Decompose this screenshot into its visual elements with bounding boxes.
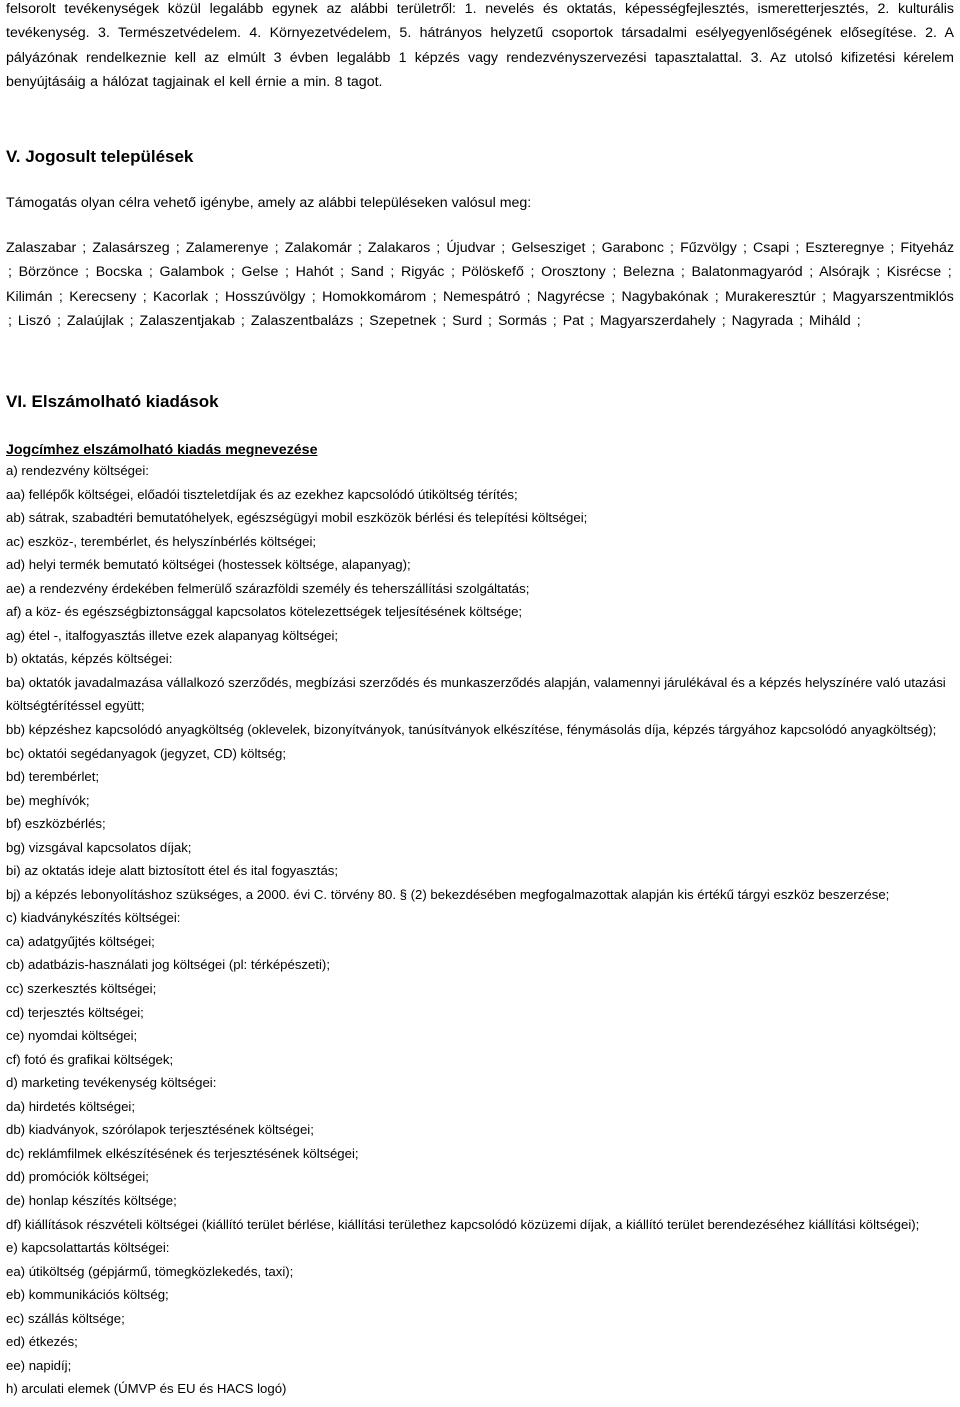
expense-item: eb) kommunikációs költség; xyxy=(6,1287,169,1303)
settlement-name: Balatonmagyaród xyxy=(691,264,803,281)
settlement-separator: ; xyxy=(714,288,719,305)
expense-item: bi) az oktatás ideje alatt biztosított étel és ital fogyasztás; xyxy=(6,863,339,879)
intro-section xyxy=(6,0,954,94)
settlement-name: Rigyác xyxy=(401,264,445,281)
settlement-separator: ; xyxy=(436,240,441,256)
settlement-name: Galambok xyxy=(159,264,225,281)
settlement-separator: ; xyxy=(311,288,316,305)
expense-item: dd) promóciók költségei; xyxy=(6,1169,149,1185)
expense-item: de) honlap készítés költsége; xyxy=(6,1192,177,1208)
expense-item-list xyxy=(6,459,954,1401)
section-6-title: VI. Elszámolható kiadások xyxy=(6,392,219,411)
settlement-name: Kacorlak xyxy=(153,288,209,305)
settlement-name: Homokkomárom xyxy=(322,288,427,305)
settlement-separator: ; xyxy=(488,313,492,330)
expense-item: ec) szállás költsége; xyxy=(6,1310,125,1326)
settlement-name: Kerecseny xyxy=(69,288,137,305)
settlement-separator: ; xyxy=(148,264,153,281)
settlement-separator: ; xyxy=(56,313,61,330)
settlement-separator: ; xyxy=(432,288,437,305)
settlement-name: Garabonc xyxy=(601,240,664,256)
expense-item: dc) reklámfilmek elkészítésének és terjesztésének költségei; xyxy=(6,1145,359,1161)
settlement-name: Újudvar xyxy=(446,240,496,256)
settlement-separator: ; xyxy=(451,264,455,281)
expense-item: cd) terjesztés költségei; xyxy=(6,1004,144,1020)
settlement-name: Kisrécse xyxy=(886,264,942,281)
expense-item: ca) adatgyűjtés költségei; xyxy=(6,933,155,949)
settlement-separator: ; xyxy=(240,313,245,330)
expense-item: a) rendezvény költségei: xyxy=(6,463,149,478)
settlement-separator: ; xyxy=(357,240,362,256)
settlement-separator: ; xyxy=(591,240,596,256)
settlement-name: Eszteregnye xyxy=(805,240,885,256)
settlement-separator: ; xyxy=(530,264,535,281)
settlement-name: Nemespátró xyxy=(442,288,521,305)
settlement-separator: ; xyxy=(799,313,804,330)
settlement-name: Fityeház xyxy=(900,240,955,256)
expense-item: bj) a képzés lebonyolításhoz szükséges, a 2000. évi C. törvény 80. § (2) bekezdésében megfogalmazottak alapján kis értékű tárgyi eszköz beszerzése; xyxy=(6,886,890,902)
settlement-separator: ; xyxy=(822,288,827,305)
expense-item: ba) oktatók javadalmazása vállalkozó szerződés, megbízási szerződés és munkaszerződés alapján, valamennyi járulékával és a képzés helyszínére való utazási költségtérítéssel együtt; xyxy=(6,674,946,714)
settlement-separator: ; xyxy=(856,313,861,330)
settlement-name: Börzönce xyxy=(18,264,79,281)
section-5-title: V. Jogosult települések xyxy=(6,147,194,166)
settlement-name: Gelsesziget xyxy=(511,240,586,256)
expense-item: ad) helyi termék bemutató költségei (hostessek költsége, alapanyag); xyxy=(6,557,411,573)
settlement-separator: ; xyxy=(285,264,289,281)
expense-item: b) oktatás, képzés költségei: xyxy=(6,651,173,667)
settlement-separator: ; xyxy=(670,240,674,256)
settlement-separator: ; xyxy=(680,264,685,281)
expense-item: cf) fotó és grafikai költségek; xyxy=(6,1051,174,1067)
settlement-name: Csapi xyxy=(752,240,790,256)
settlement-separator: ; xyxy=(612,264,617,281)
expense-item: e) kapcsolattartás költségei: xyxy=(6,1240,170,1256)
settlement-name: Fűzvölgy xyxy=(680,240,737,256)
settlement-separator: ; xyxy=(359,313,364,330)
settlement-separator: ; xyxy=(890,240,895,256)
settlement-separator: ; xyxy=(214,288,219,305)
settlement-separator: ; xyxy=(501,240,506,256)
settlement-name: Zalaszentjakab xyxy=(139,313,235,330)
settlement-name: Hosszúvölgy xyxy=(224,288,306,305)
expense-item: cc) szerkesztés költségei; xyxy=(6,981,157,997)
expense-item: h) arculati elemek (ÚMVP és EU és HACS logó) xyxy=(6,1381,287,1397)
expense-item: bd) terembérlet; xyxy=(6,769,100,785)
settlement-separator: ; xyxy=(8,313,12,330)
settlement-list xyxy=(6,236,954,334)
settlement-name: Murakeresztúr xyxy=(725,288,816,305)
expense-item: ee) napidíj; xyxy=(6,1357,72,1373)
settlement-separator: ; xyxy=(274,240,279,256)
settlement-separator: ; xyxy=(82,240,87,256)
settlement-name: Zalamerenye xyxy=(185,240,269,256)
settlement-separator: ; xyxy=(742,240,747,256)
expense-item: ac) eszköz-, terembérlet, és helyszínbérlés költségei; xyxy=(6,533,317,549)
settlement-name: Orosztony xyxy=(541,264,606,281)
settlement-name: Bocska xyxy=(95,264,143,281)
settlement-separator: ; xyxy=(390,264,395,281)
settlement-name: Szepetnek xyxy=(369,313,437,330)
settlement-name: Gelse xyxy=(241,264,279,281)
settlement-name: Belezna xyxy=(622,264,675,281)
expense-item: ea) útiköltség (gépjármű, tömegközlekedés, taxi); xyxy=(6,1263,294,1279)
section-5-lead: Támogatás olyan célra vehető igénybe, amely az alábbi településeken valósul meg: xyxy=(6,195,532,211)
settlement-name: Surd xyxy=(452,313,483,330)
expense-item: af) a köz- és egészségbiztonsággal kapcsolatos kötelezettségek teljesítésének költsége; xyxy=(6,604,523,620)
expense-item: da) hirdetés költségei; xyxy=(6,1098,136,1114)
expense-item: be) meghívók; xyxy=(6,792,90,808)
settlement-name: Nagyrada xyxy=(731,313,794,330)
expense-item: bc) oktatói segédanyagok (jegyzet, CD) költség; xyxy=(6,745,287,761)
settlement-name: Liszó xyxy=(17,313,52,330)
settlement-name: Zalaszabar xyxy=(6,240,77,256)
settlement-name: Nagybakónak xyxy=(621,288,709,305)
expense-item: ab) sátrak, szabadtéri bemutatóhelyek, egészségügyi mobil eszközök bérlési és telepítési költségei; xyxy=(6,510,588,526)
settlement-name: Nagyrécse xyxy=(536,288,605,305)
settlement-separator: ; xyxy=(947,264,952,281)
settlement-name: Hahót xyxy=(295,264,334,281)
expense-item: bg) vizsgával kapcsolatos díjak; xyxy=(6,839,192,855)
settlement-separator: ; xyxy=(552,313,557,330)
settlement-name: Magyarszentmiklós xyxy=(832,288,954,305)
settlement-name: Magyarszerdahely xyxy=(599,313,716,330)
settlement-name: Zalasárszeg xyxy=(92,240,170,256)
settlement-name: Zalakomár xyxy=(284,240,352,256)
intro-paragraph: felsorolt tevékenységek közül legalább egynek az alábbi területről: 1. nevelés és oktatás, képességfejlesztés, ismeretterjesztés, 2. kulturális tevékenység. 3. Természetvédelem. 4. Környezetvédelem, 5. hátrányos helyzetű csoportok társadalmi esélyegyenlőségének elősegítése. 2. A pályázónak rendelkeznie kell az elmúlt 3 évben legalább 1 képzés vagy rendezvényszervezési tapasztalattal. 3. Az utolsó kifizetési kérelem benyújtásáig a hálózat tagjainak el kell érnie a min. 8 tagot. xyxy=(6,1,954,90)
expense-item: bf) eszközbérlés; xyxy=(6,816,106,832)
settlement-separator: ; xyxy=(85,264,90,281)
settlement-name: Sormás xyxy=(497,313,547,330)
settlement-separator: ; xyxy=(230,264,235,281)
expense-item: db) kiadványok, szórólapok terjesztésének költségei; xyxy=(6,1122,314,1138)
settlement-separator: ; xyxy=(611,288,616,305)
settlement-separator: ; xyxy=(589,313,594,330)
expense-item: cb) adatbázis-használati jog költségei (pl: térképészeti); xyxy=(6,957,330,973)
expense-item: c) kiadványkészítés költségei: xyxy=(6,910,181,926)
expense-item: aa) fellépők költségei, előadói tiszteletdíjak és az ezekhez kapcsolódó útiköltség térítés; xyxy=(6,486,518,502)
expense-item: ce) nyomdai költségei; xyxy=(6,1028,138,1044)
expense-item: bb) képzéshez kapcsolódó anyagköltség (oklevelek, bizonyítványok, tanúsítványok elkészítése, fénymásolás díja, képzés tárgyához kapcsolódó anyagköltség); xyxy=(6,722,937,738)
settlement-name: Pat xyxy=(562,313,584,330)
settlement-name: Zalakaros xyxy=(367,240,431,256)
settlement-name: Zalaszentbalázs xyxy=(250,313,354,330)
settlement-separator: ; xyxy=(8,264,12,281)
expense-item: df) kiállítások részvételi költségei (kiállító terület bérlése, kiállítási területhez kapcsolódó közüzemi díjak, a kiállító terület berendezéséhez kiállítási költségei); xyxy=(6,1216,920,1232)
settlement-name: Miháld xyxy=(809,313,851,330)
settlement-separator: ; xyxy=(721,313,726,330)
settlement-separator: ; xyxy=(795,240,800,256)
settlement-separator: ; xyxy=(809,264,814,281)
expense-item: ae) a rendezvény érdekében felmerülő szárazföldi személy és teherszállítási szolgáltatás; xyxy=(6,580,530,596)
settlement-name: Alsórajk xyxy=(819,264,870,281)
settlement-name: Kilimán xyxy=(6,288,53,305)
settlement-name: Sand xyxy=(350,264,384,281)
settlement-separator: ; xyxy=(876,264,881,281)
expense-table-heading: Jogcímhez elszámolható kiadás megnevezése xyxy=(6,442,318,458)
settlement-separator: ; xyxy=(340,264,345,281)
settlement-name: Pölöskefő xyxy=(461,264,524,281)
expense-item: ag) étel -, italfogyasztás illetve ezek alapanyag költségei; xyxy=(6,627,339,643)
settlement-separator: ; xyxy=(526,288,531,305)
expense-item: d) marketing tevékenység költségei: xyxy=(6,1075,217,1091)
settlement-separator: ; xyxy=(142,288,147,305)
expense-item: ed) étkezés; xyxy=(6,1334,78,1350)
settlement-name: Zalaújlak xyxy=(66,313,124,330)
settlement-separator: ; xyxy=(129,313,134,330)
settlement-separator: ; xyxy=(442,313,447,330)
settlement-separator: ; xyxy=(175,240,180,256)
settlement-separator: ; xyxy=(58,288,63,305)
